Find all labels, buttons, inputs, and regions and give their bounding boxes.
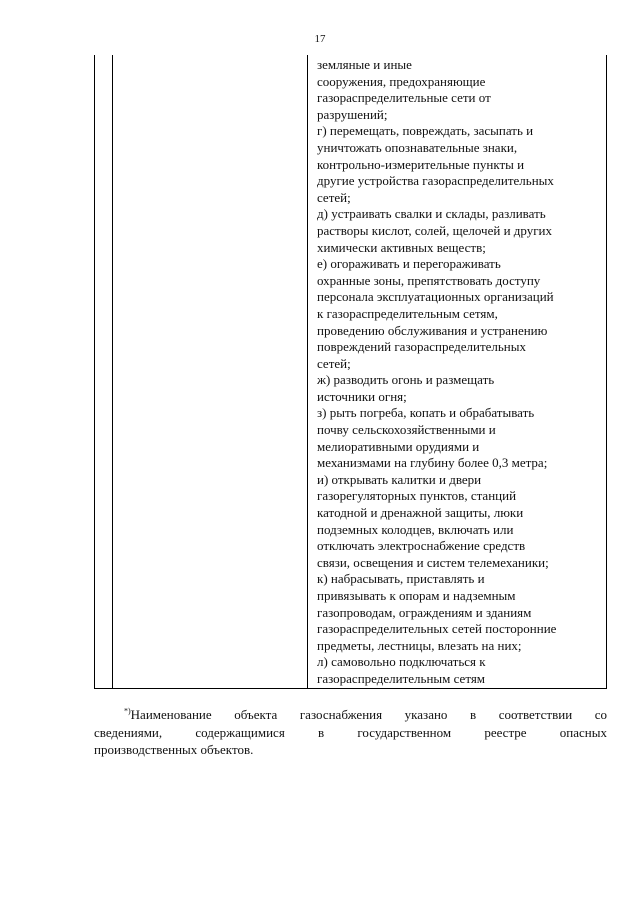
table-line: повреждений газораспределительных <box>317 339 526 355</box>
table-line: к) набрасывать, приставлять и <box>317 571 485 587</box>
table-line: источники огня; <box>317 388 407 404</box>
footnote-line: сведениями, содержащимися в государственном реестре опасных <box>94 724 607 740</box>
table-line: и) открывать калитки и двери <box>317 471 482 487</box>
table-line: охранные зоны, препятствовать доступу <box>317 272 541 288</box>
table-line: привязывать к опорам и надземным <box>317 588 516 603</box>
table-line: к газораспределительным сетям, <box>317 305 498 321</box>
page-number: 17 <box>314 33 326 45</box>
table-line: уничтожать опознавательные знаки, <box>317 139 518 155</box>
requirements-table <box>94 55 607 689</box>
table-line: подземных колодцев, включать или <box>317 521 514 537</box>
table-line: е) огораживать и перегораживать <box>317 256 501 272</box>
table-line: газораспределительные сети от <box>317 90 491 106</box>
table-line: газораспределительных сетей посторонние <box>317 621 557 637</box>
table-line: газораспределительным сетям <box>317 670 486 686</box>
table-line: л) самовольно подключаться к <box>317 654 486 670</box>
table-line: проведению обслуживания и устранению <box>317 322 548 338</box>
table-line: связи, освещения и систем телемеханики; <box>317 554 549 570</box>
table-line: механизмами на глубину более 0,3 метра; <box>317 455 548 471</box>
table-line: другие устройства газораспределительных <box>317 173 554 189</box>
table-text-cell <box>317 57 605 688</box>
table-line: сооружения, предохраняющие <box>317 73 486 89</box>
table-line: сетей; <box>317 189 351 205</box>
table-line: земляные и иные <box>317 57 412 72</box>
table-line: предметы, лестницы, влезать на них; <box>317 637 522 653</box>
table-line: д) устраивать свалки и склады, разливать <box>317 206 546 222</box>
table-line: отключать электроснабжение средств <box>317 538 526 554</box>
table-line: персонала эксплуатационных организаций <box>317 289 554 305</box>
footnote <box>94 706 607 759</box>
footnote-line <box>94 706 607 724</box>
table-line: газопроводам, ограждениям и зданиям <box>317 604 532 620</box>
footnote-line: производственных объектов. <box>94 742 254 757</box>
table-line: растворы кислот, солей, щелочей и других <box>317 222 553 238</box>
table-line: контрольно-измерительные пункты и <box>317 156 525 172</box>
table-column-divider <box>112 55 113 688</box>
table-line: катодной и дренажной защиты, люки <box>317 505 524 521</box>
table-line: почву сельскохозяйственными и <box>317 422 496 438</box>
table-line: сетей; <box>317 355 351 371</box>
table-line: з) рыть погреба, копать и обрабатывать <box>317 405 535 421</box>
table-line: химически активных веществ; <box>317 239 486 255</box>
table-line: г) перемещать, повреждать, засыпать и <box>317 123 534 139</box>
footnote-marker: *) <box>124 706 131 716</box>
table-line: газорегуляторных пунктов, станций <box>317 488 517 504</box>
footnote-text: Наименование объекта газоснабжения указано в соответствии со <box>130 707 607 722</box>
table-line: разрушений; <box>317 106 388 122</box>
table-line: ж) разводить огонь и размещать <box>317 372 495 388</box>
table-column-divider <box>307 55 308 688</box>
table-line: мелиоративными орудиями и <box>317 438 480 454</box>
